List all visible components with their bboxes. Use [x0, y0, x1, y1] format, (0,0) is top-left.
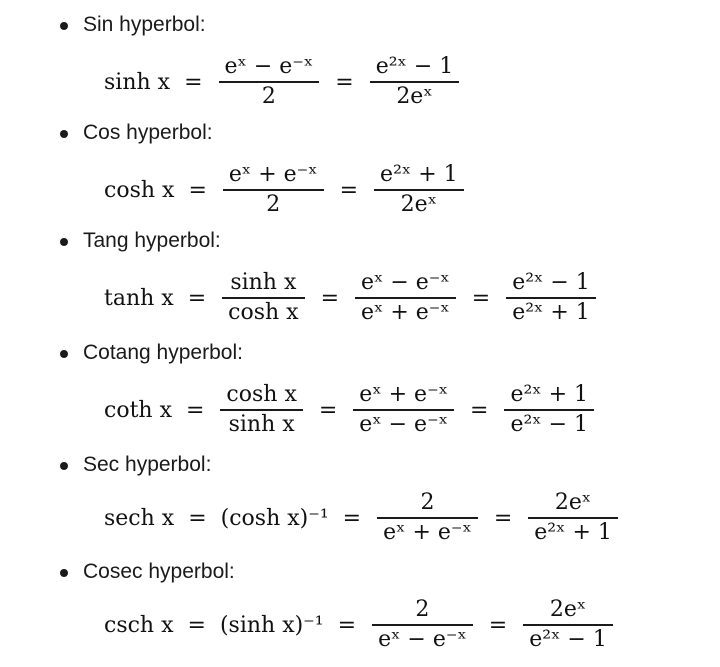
equals-sign: =: [184, 69, 203, 95]
numerator: eˣ − e⁻ˣ: [224, 54, 314, 79]
fraction: [355, 269, 456, 327]
bullet-icon: [60, 22, 68, 30]
item-label: Sin hyperbol:: [83, 13, 206, 36]
formula-lhs: coth x: [104, 397, 172, 423]
bullet-icon: [60, 238, 68, 246]
denominator: cosh x: [228, 300, 299, 325]
equals-sign: =: [318, 397, 338, 423]
formula-lhs: sech x: [104, 505, 175, 531]
equals-sign: =: [337, 612, 357, 638]
numerator: 2: [415, 597, 430, 622]
fraction: [370, 53, 460, 111]
equals-sign: =: [488, 612, 508, 638]
numerator: eˣ + e⁻ˣ: [228, 162, 318, 187]
equals-sign: =: [187, 285, 207, 311]
numerator: 2eˣ: [554, 490, 592, 515]
denominator: e²ˣ + 1: [534, 520, 612, 545]
fraction: [504, 381, 594, 439]
bullet-icon: [60, 462, 68, 470]
equals-sign: =: [187, 612, 206, 638]
formula-lhs: cosh x: [104, 177, 175, 203]
denominator: 2: [261, 84, 276, 109]
numerator: eˣ − e⁻ˣ: [361, 270, 450, 295]
formula-lhs: sinh x: [104, 69, 171, 95]
equals-sign: =: [342, 505, 362, 531]
fraction: [219, 53, 320, 111]
formula-tanh: [104, 268, 598, 328]
numerator: 2: [420, 490, 435, 515]
fraction: [506, 269, 596, 327]
denominator: sinh x: [228, 412, 295, 437]
denominator: e²ˣ − 1: [529, 627, 607, 652]
formula-coth: [104, 380, 596, 440]
formula-csch: [104, 595, 615, 655]
equals-sign: =: [339, 177, 359, 203]
fraction: [372, 596, 473, 654]
equals-sign: =: [188, 177, 207, 203]
denominator: 2: [266, 192, 281, 217]
equals-sign: =: [470, 397, 489, 423]
formula-power-term: (cosh x)⁻¹: [220, 505, 329, 531]
denominator: 2eˣ: [396, 84, 433, 109]
bullet-icon: [60, 569, 68, 577]
numerator: e²ˣ + 1: [510, 382, 589, 407]
formula-sinh: [104, 52, 461, 112]
fraction: [222, 269, 304, 327]
numerator: e²ˣ − 1: [375, 54, 454, 79]
fraction: [220, 381, 302, 439]
formula-sech: [104, 488, 620, 548]
denominator: eˣ + e⁻ˣ: [383, 520, 472, 545]
fraction: [223, 161, 324, 219]
fraction: [528, 489, 618, 547]
formula-lhs: tanh x: [104, 285, 174, 311]
numerator: cosh x: [226, 382, 297, 407]
fraction: [353, 381, 454, 439]
denominator: e²ˣ + 1: [512, 300, 590, 325]
equals-sign: =: [188, 505, 207, 531]
fraction: [523, 596, 613, 654]
item-label: Cosec hyperbol:: [83, 560, 235, 583]
denominator: e²ˣ − 1: [510, 412, 589, 437]
numerator: e²ˣ + 1: [380, 162, 458, 187]
denominator: eˣ − e⁻ˣ: [359, 412, 449, 437]
item-label: Cos hyperbol:: [83, 121, 213, 144]
equals-sign: =: [185, 397, 205, 423]
item-label: Cotang hyperbol:: [83, 341, 243, 364]
item-label: Tang hyperbol:: [83, 229, 221, 252]
denominator: eˣ − e⁻ˣ: [378, 627, 467, 652]
fraction: [374, 161, 464, 219]
denominator: eˣ + e⁻ˣ: [361, 300, 450, 325]
denominator: 2eˣ: [400, 192, 438, 217]
formula-lhs: csch x: [104, 612, 174, 638]
equals-sign: =: [320, 285, 340, 311]
equals-sign: =: [471, 285, 491, 311]
formula-power-term: (sinh x)⁻¹: [219, 612, 324, 638]
numerator: sinh x: [230, 270, 297, 295]
numerator: eˣ + e⁻ˣ: [359, 382, 449, 407]
numerator: e²ˣ − 1: [512, 270, 590, 295]
item-label: Sec hyperbol:: [83, 453, 212, 476]
bullet-icon: [60, 130, 68, 138]
fraction: [377, 489, 478, 547]
numerator: 2eˣ: [549, 597, 587, 622]
equals-sign: =: [493, 505, 513, 531]
formula-cosh: [104, 160, 466, 220]
equals-sign: =: [335, 69, 354, 95]
bullet-icon: [60, 350, 68, 358]
